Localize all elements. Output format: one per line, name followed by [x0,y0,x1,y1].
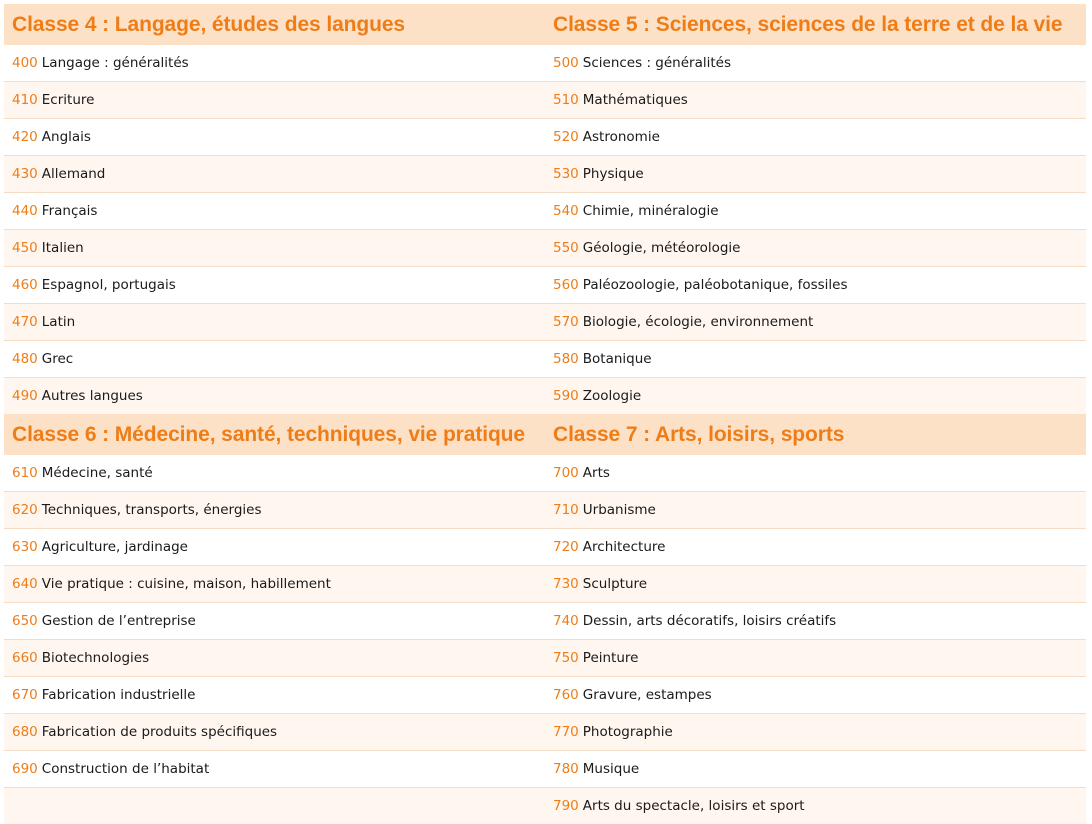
class-code: 670 [12,687,38,703]
class-code: 490 [12,388,38,404]
class-label: Espagnol, portugais [42,277,176,293]
class-label: Agriculture, jardinage [42,539,188,555]
class-label: Anglais [42,129,91,145]
class-code: 620 [12,502,38,518]
list-item [4,603,545,640]
table-row [4,566,1086,603]
table-row [4,45,1086,82]
class-code: 770 [553,724,579,740]
class-title: Classe 5 : Sciences, sciences de la terre et de la vie [553,13,1062,36]
class-code: 510 [553,92,579,108]
list-item [545,82,1086,119]
table-row [4,492,1086,529]
list-item [545,529,1086,566]
table-row [4,82,1086,119]
table-row [4,193,1086,230]
list-item [545,341,1086,378]
class-code: 680 [12,724,38,740]
table-row [4,751,1086,788]
list-item [4,677,545,714]
table-row [4,529,1086,566]
class-label: Médecine, santé [42,465,153,481]
table-row [4,603,1086,640]
table-row [4,677,1086,714]
classification-table [4,4,1086,824]
class-label: Chimie, minéralogie [583,203,719,219]
class-label: Gestion de l’entreprise [42,613,196,629]
list-item [4,193,545,230]
list-item [545,455,1086,492]
list-item [4,82,545,119]
class-header-cell [4,414,545,455]
class-label: Techniques, transports, énergies [42,502,262,518]
table-row [4,455,1086,492]
table-row [4,304,1086,341]
class-label: Architecture [583,539,666,555]
class-code: 760 [553,687,579,703]
list-item [545,267,1086,304]
list-item [4,455,545,492]
class-label: Sculpture [583,576,647,592]
table-row [4,378,1086,415]
table-row [4,788,1086,824]
class-code: 720 [553,539,579,555]
class-code: 660 [12,650,38,666]
list-item [545,193,1086,230]
class-label: Mathématiques [583,92,688,108]
class-title: Classe 7 : Arts, loisirs, sports [553,423,844,446]
class-label: Sciences : généralités [583,55,731,71]
list-item [545,751,1086,788]
table-row [4,267,1086,304]
list-item [4,566,545,603]
table-row [4,230,1086,267]
list-item [4,529,545,566]
class-code: 590 [553,388,579,404]
list-item [545,566,1086,603]
class-code: 560 [553,277,579,293]
class-label: Latin [42,314,75,330]
class-label: Gravure, estampes [583,687,712,703]
class-label: Biotechnologies [42,650,149,666]
class-code: 650 [12,613,38,629]
class-code: 450 [12,240,38,256]
class-code: 460 [12,277,38,293]
list-item [545,677,1086,714]
class-label: Photographie [583,724,673,740]
list-item [545,640,1086,677]
class-title: Classe 6 : Médecine, santé, techniques, vie pratique [12,423,525,446]
class-label: Fabrication de produits spécifiques [42,724,277,740]
classification-body [4,4,1086,824]
class-header-cell [545,4,1086,45]
class-label: Français [42,203,98,219]
class-code: 580 [553,351,579,367]
class-label: Langage : généralités [42,55,189,71]
class-code: 740 [553,613,579,629]
table-row [4,119,1086,156]
class-label: Urbanisme [583,502,656,518]
class-label: Vie pratique : cuisine, maison, habillement [42,576,331,592]
list-item [4,45,545,82]
class-label: Musique [583,761,639,777]
list-item [4,788,545,824]
class-header-row [4,414,1086,455]
list-item [4,640,545,677]
list-item [545,492,1086,529]
class-code: 710 [553,502,579,518]
class-title: Classe 4 : Langage, études des langues [12,13,405,36]
class-label: Peinture [583,650,639,666]
list-item [545,788,1086,824]
class-code: 640 [12,576,38,592]
class-header-cell [545,414,1086,455]
table-row [4,640,1086,677]
table-row [4,341,1086,378]
class-code: 690 [12,761,38,777]
list-item [4,119,545,156]
class-label: Astronomie [583,129,660,145]
table-row [4,156,1086,193]
list-item [4,156,545,193]
class-code: 610 [12,465,38,481]
class-code: 400 [12,55,38,71]
class-code: 420 [12,129,38,145]
class-label: Zoologie [583,388,641,404]
list-item [545,156,1086,193]
class-code: 440 [12,203,38,219]
class-label: Biologie, écologie, environnement [583,314,814,330]
class-label: Dessin, arts décoratifs, loisirs créatifs [583,613,836,629]
list-item [4,751,545,788]
class-label: Allemand [42,166,106,182]
class-code: 570 [553,314,579,330]
list-item [545,304,1086,341]
class-code: 520 [553,129,579,145]
list-item [4,492,545,529]
class-code: 550 [553,240,579,256]
class-code: 500 [553,55,579,71]
class-label: Physique [583,166,644,182]
list-item [545,230,1086,267]
class-label: Italien [42,240,84,256]
class-header-row [4,4,1086,45]
class-label: Autres langues [42,388,143,404]
class-code: 480 [12,351,38,367]
table-row [4,714,1086,751]
list-item [4,304,545,341]
class-code: 780 [553,761,579,777]
class-code: 540 [553,203,579,219]
class-label: Construction de l’habitat [42,761,209,777]
class-code: 430 [12,166,38,182]
list-item [545,119,1086,156]
list-item [545,378,1086,415]
list-item [545,603,1086,640]
class-label: Arts [583,465,610,481]
class-label: Ecriture [42,92,95,108]
class-label: Géologie, météorologie [583,240,741,256]
class-code: 410 [12,92,38,108]
list-item [4,341,545,378]
class-code: 630 [12,539,38,555]
class-code: 470 [12,314,38,330]
list-item [4,230,545,267]
class-code: 530 [553,166,579,182]
list-item [4,267,545,304]
class-code: 790 [553,798,579,814]
class-label: Fabrication industrielle [42,687,196,703]
class-label: Arts du spectacle, loisirs et sport [583,798,805,814]
list-item [4,714,545,751]
class-code: 700 [553,465,579,481]
list-item [4,378,545,415]
class-header-cell [4,4,545,45]
class-label: Paléozoologie, paléobotanique, fossiles [583,277,848,293]
class-label: Botanique [583,351,652,367]
list-item [545,714,1086,751]
class-code: 750 [553,650,579,666]
class-label: Grec [42,351,73,367]
list-item [545,45,1086,82]
class-code: 730 [553,576,579,592]
